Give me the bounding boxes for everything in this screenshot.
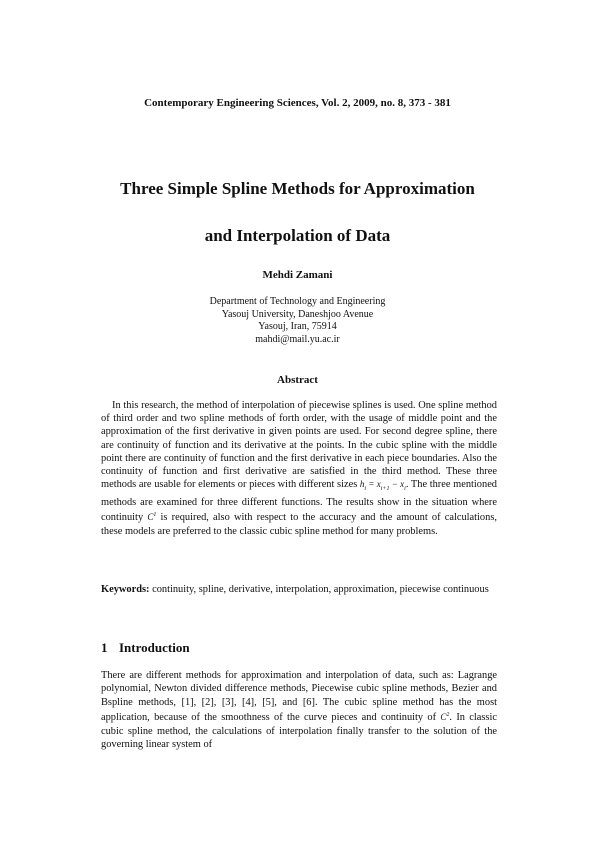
- paper-title-line-1: Three Simple Spline Methods for Approximation: [120, 179, 475, 198]
- section-number: 1: [101, 640, 108, 655]
- abstract-body: [101, 399, 497, 538]
- keywords-list: continuity, spline, derivative, interpolation, approximation, piecewise continuous: [149, 584, 489, 595]
- step-size-equation: $h_i = x_{i+1} - x_i$: [359, 479, 406, 493]
- author-email: mahdi@mail.yu.ac.ir: [255, 333, 340, 345]
- abstract-heading: Abstract: [277, 374, 318, 386]
- affiliation-block: [0, 296, 595, 346]
- abstract-text-1: In this research, the method of interpolation of piecewise splines is used. One spline method of third order and two spline methods of forth order, with the usage of middle point and the approximation of the first derivative in given points are used. For second degree spline, there are continuity of function and its derivative at the points. In the cubic spline with the middle point there are continuity of function and the first derivative in each piece boundaries. Also the continuity of function and first derivative are satisfied in the third method. These three methods are usable for elements or pieces with different sizes: [101, 400, 497, 491]
- intro-text-1: There are different methods for approximation and interpolation of data, such as: Lagrange polynomial, Newton divided difference methods, Piecewise cubic spline methods, Bezier and Bspline methods, [1], [2], [3], [4], [5], and [6]. The cubic spline method has the most application, because of the smoothness of the curve pieces and continuity of: [101, 670, 497, 724]
- affiliation-city: Yasouj, Iran, 75914: [258, 321, 337, 332]
- paper-title-line-2: and Interpolation of Data: [204, 226, 391, 245]
- abstract-text-2: . The three mentioned methods are examined for three different functions. The results show in the situation where continuity: [101, 479, 497, 524]
- intro-text-2: . In classic cubic spline method, the calculations of interpolation finally transfer to the solution of the governing linear system of: [101, 712, 497, 751]
- section-heading-introduction: [101, 640, 190, 656]
- author-name: Mehdi Zamani: [262, 269, 333, 281]
- keywords: [101, 583, 497, 596]
- introduction-body: [101, 669, 497, 751]
- keywords-label: Keywords:: [101, 584, 150, 595]
- abstract-text-3: is required, also with respect to the accuracy and the amount of calculations, these models are preferred to the classic cubic spline method for many problems.: [101, 512, 497, 537]
- affiliation-department: Department of Technology and Engineering: [209, 296, 386, 307]
- continuity-c2-symbol: $C^2$: [440, 712, 450, 723]
- affiliation-university: Yasouj University, Daneshjoo Avenue: [221, 308, 374, 320]
- continuity-c1-symbol: $C^1$: [147, 512, 157, 523]
- journal-header: Contemporary Engineering Sciences, Vol. 2, 2009, no. 8, 373 - 381: [144, 97, 451, 109]
- section-title: Introduction: [119, 640, 190, 655]
